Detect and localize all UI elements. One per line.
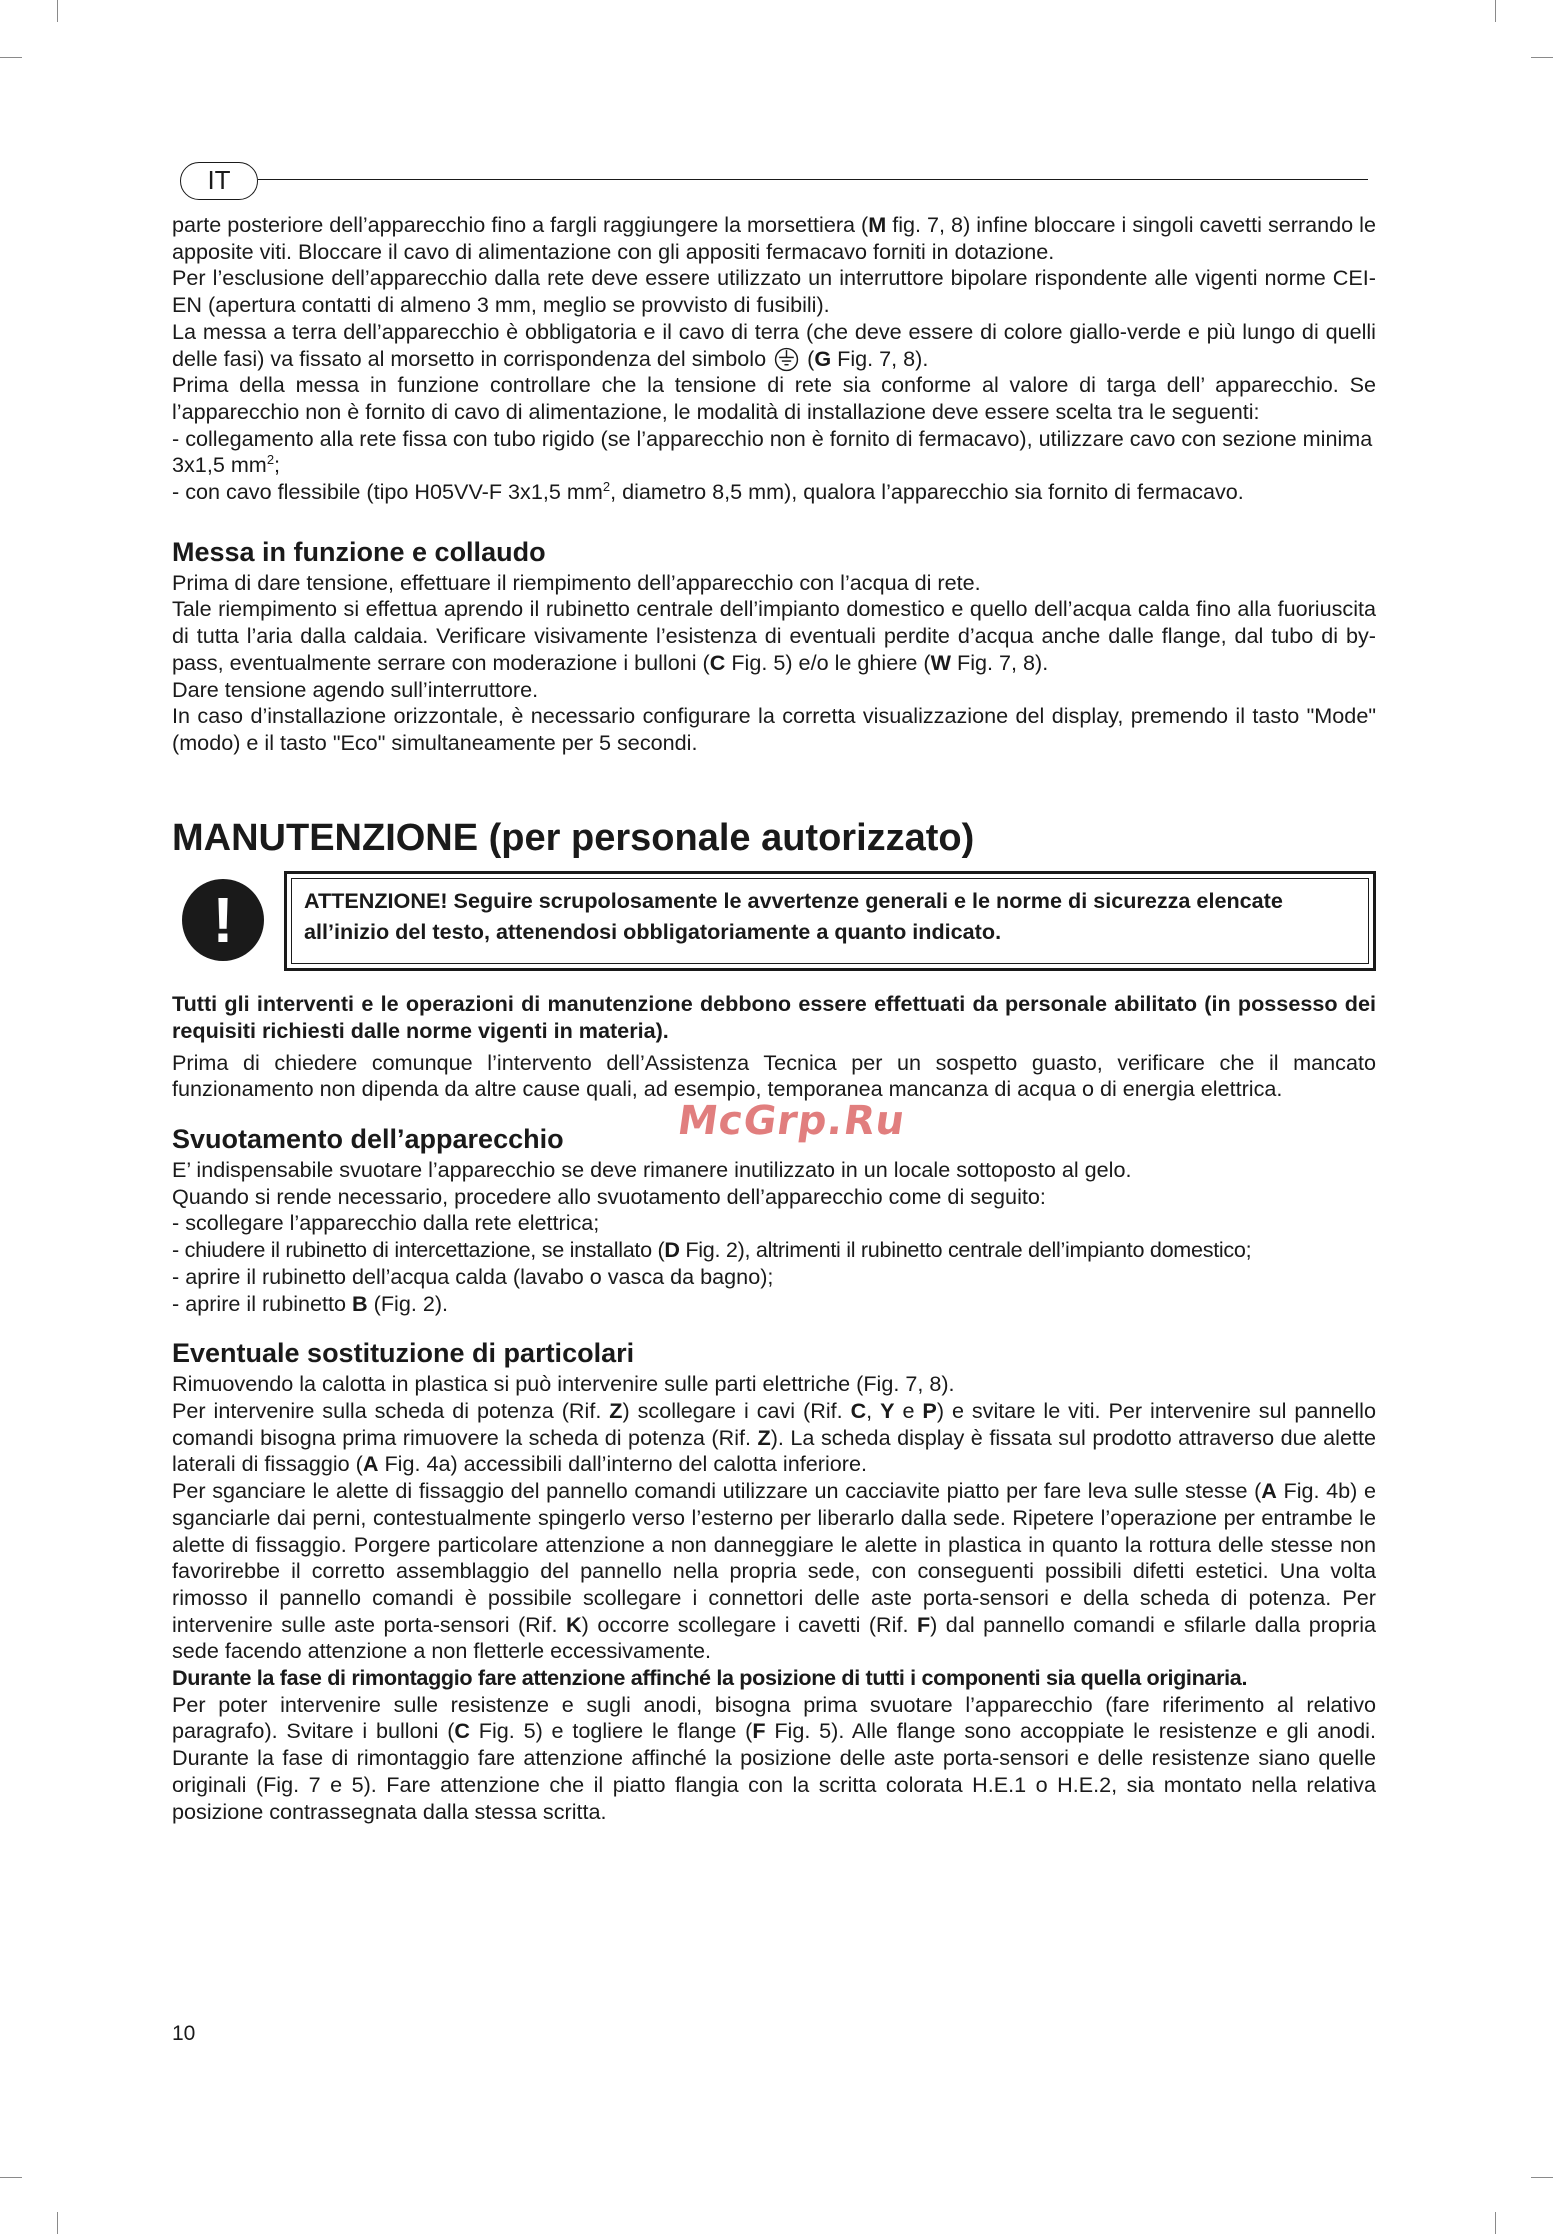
intro-paragraph: Per l’esclusione dell’apparecchio dalla rete deve essere utilizzato un interruttore bipolare rispondente alle vigenti norme CEI-EN (apertura contatti di almeno 3 mm, meglio se provvisto di fusibili).	[172, 265, 1376, 318]
crop-mark	[57, 0, 58, 22]
language-badge: IT	[180, 162, 258, 200]
intro-paragraph: Prima della messa in funzione controllare che la tensione di rete sia conforme al valore di targa dell’ apparecchio. Se l’apparecchio non è fornito di cavo di alimentazione, le modalità di installazione deve essere scelta tra le seguenti:	[172, 372, 1376, 424]
crop-mark	[1531, 57, 1553, 58]
svuotamento-paragraph: Quando si rende necessario, procedere allo svuotamento dell’apparecchio come di seguito:	[172, 1183, 1046, 1209]
svuotamento-list-item: - chiudere il rubinetto di intercettazione, se installato (D Fig. 2), altrimenti il rubinetto centrale dell’impianto domestico;	[172, 1237, 1252, 1263]
warning-box	[284, 871, 1376, 971]
maintenance-paragraph: Prima di chiedere comunque l’intervento dell’Assistenza Tecnica per un sospetto guasto, verificare che il mancato funzionamento non dipenda da altre cause quali, ad esempio, temporanea mancanza di acqua o di energia elettrica.	[172, 1049, 1376, 1102]
sostituzione-paragraph: Rimuovendo la calotta in plastica si può intervenire sulle parti elettriche (Fig. 7, 8).	[172, 1371, 955, 1397]
section-title-manutenzione: MANUTENZIONE (per personale autorizzato)	[172, 816, 975, 859]
collaudo-paragraph: In caso d’installazione orizzontale, è necessario configurare la corretta visualizzazione del display, premendo il tasto "Mode" (modo) e il tasto "Eco" simultaneamente per 5 secondi.	[172, 703, 1376, 755]
sostituzione-paragraph: Per sganciare le alette di fissaggio del pannello comandi utilizzare un cacciavite piatto per fare leva sulle stesse (A Fig. 4b) e sganciarle dai perni, contestualmente spingerlo verso l’esterno per liberarlo dalla sede. Ripetere l’operazione per entrambe le alette di fissaggio. Porgere particolare attenzione a non danneggiare le alette in plastica in quanto la rottura delle stesse non favorirebbe il corretto assemblaggio del pannello nella propria sede, con conseguenti possibili difetti estetici. Una volta rimosso il pannello comandi è possibile scollegare i connettori delle aste porta-sensori e della scheda di potenza. Per intervenire sulle aste porta-sensori (Rif. K) occorre scollegare i cavetti (Rif. F) dal pannello comandi e sfilarle dalla propria sede facendo attenzione a non fletterle eccessivamente.	[172, 1478, 1377, 1664]
crop-mark	[1531, 2177, 1553, 2178]
warning-exclamation-icon: !	[182, 879, 264, 961]
page-number: 10	[172, 2022, 196, 2045]
svuotamento-list-item: - aprire il rubinetto B (Fig. 2).	[172, 1290, 449, 1316]
intro-list-item: - collegamento alla rete fissa con tubo rigido (se l’apparecchio non è fornito di fermacavo), utilizzare cavo con sezione minima 3x1,5 $mm^2$;	[172, 425, 1373, 478]
warning-text: ATTENZIONE! Seguire scrupolosamente le avvertenze generali e le norme di sicurezza elencate all’inizio del testo, attenendosi obbligatoriamente a quanto indicato.	[291, 878, 1369, 964]
svuotamento-paragraph: E’ indispensabile svuotare l’apparecchio se deve rimanere inutilizzato in un locale sottoposto al gelo.	[172, 1157, 1132, 1183]
crop-mark	[1495, 0, 1496, 22]
sostituzione-paragraph: Per poter intervenire sulle resistenze e sugli anodi, bisogna prima svuotare l’apparecchio (fare riferimento al relativo paragrafo). Svitare i bulloni (C Fig. 5) e togliere le flange (F Fig. 5). Alle flange sono accoppiate le resistenze e gli anodi. Durante la fase di rimontaggio fare attenzione affinché la posizione delle aste porta-sensori e delle resistenze siano quelle originali (Fig. 7 e 5). Fare attenzione che il piatto flangia con la scritta colorata H.E.1 o H.E.2, sia montato nella relativa posizione contrassegnata dalla stessa scritta.	[172, 1691, 1376, 1824]
collaudo-paragraph: Dare tensione agendo sull’interruttore.	[172, 676, 539, 702]
maintenance-bold-intro: Tutti gli interventi e le operazioni di manutenzione debbono essere effettuati da personale abilitato (in possesso dei requisiti richiesti dalle norme vigenti in materia).	[172, 990, 1376, 1043]
crop-mark	[1495, 2212, 1496, 2234]
collaudo-paragraph: Prima di dare tensione, effettuare il riempimento dell’apparecchio con l’acqua di rete.	[172, 569, 981, 595]
watermark: McGrp.Ru	[674, 1098, 909, 1144]
crop-mark	[0, 2177, 22, 2178]
crop-mark	[57, 2212, 58, 2234]
page-content	[172, 212, 1376, 1825]
intro-list-item: - con cavo flessibile (tipo H05VV-F 3x1,5 $mm^2$, diametro 8,5 mm), qualora l’apparecchio sia fornito di fermacavo.	[172, 478, 1244, 505]
intro-paragraph: La messa a terra dell’apparecchio è obbligatoria e il cavo di terra (che deve essere di colore giallo-verde e più lungo di quelli delle fasi) va fissato al morsetto in corrispondenza del simbolo (G Fig. 7, 8).	[172, 318, 1376, 371]
collaudo-paragraph: Tale riempimento si effettua aprendo il rubinetto centrale dell’impianto domestico e quello dell’acqua calda fino alla fuoriuscita di tutta l’aria dalla caldaia. Verificare visivamente l’esistenza di eventuali perdite d’acqua anche dalle flange, dal tubo di by-pass, eventualmente serrare con moderazione i bulloni (C Fig. 5) e/o le ghiere (W Fig. 7, 8).	[172, 596, 1376, 675]
intro-paragraph: parte posteriore dell’apparecchio fino a fargli raggiungere la morsettiera (M fig. 7, 8) infine bloccare i singoli cavetti serrando le apposite viti. Bloccare il cavo di alimentazione con gli appositi fermacavo forniti in dotazione.	[172, 212, 1376, 264]
section-heading-collaudo: Messa in funzione e collaudo	[172, 536, 546, 567]
sostituzione-paragraph: Per intervenire sulla scheda di potenza (Rif. Z) scollegare i cavi (Rif. C, Y e P) e svitare le viti. Per intervenire sul pannello comandi bisogna prima rimuovere la scheda di potenza (Rif. Z). La scheda display è fissata sul prodotto attraverso due alette laterali di fissaggio (A Fig. 4a) accessibili dall’interno del calotta inferiore.	[172, 1397, 1376, 1477]
svuotamento-list-item: - aprire il rubinetto dell’acqua calda (lavabo o vasca da bagno);	[172, 1263, 774, 1289]
ground-symbol-icon	[774, 347, 799, 372]
header-rule	[258, 179, 1368, 180]
section-heading-sostituzione: Eventuale sostituzione di particolari	[172, 1338, 635, 1369]
sostituzione-bold-line: Durante la fase di rimontaggio fare attenzione affinché la posizione di tutti i componenti sia quella originaria.	[172, 1665, 1248, 1691]
crop-mark	[0, 57, 22, 58]
section-heading-svuotamento: Svuotamento dell’apparecchio	[172, 1124, 564, 1155]
svuotamento-list-item: - scollegare l’apparecchio dalla rete elettrica;	[172, 1210, 600, 1236]
warning-block	[172, 871, 1376, 976]
